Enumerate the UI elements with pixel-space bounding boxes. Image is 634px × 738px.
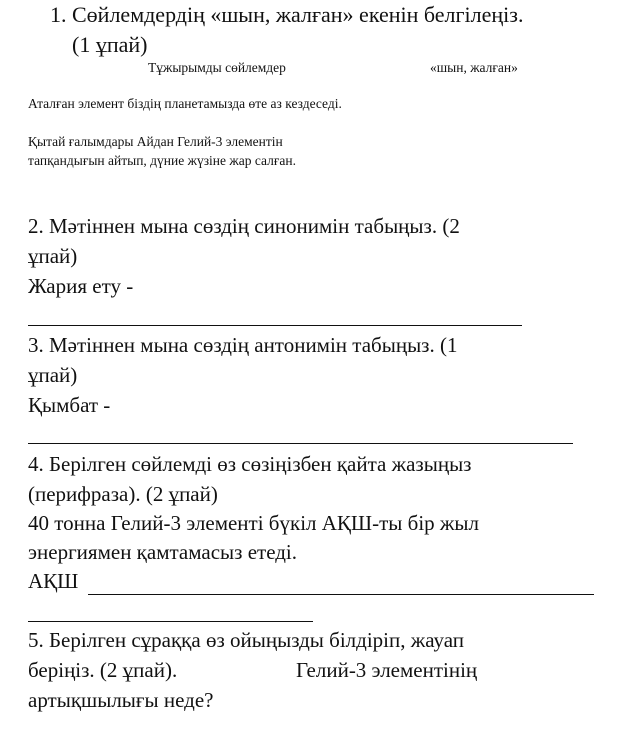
statement-1: Аталған элемент біздің планетамызда өте аз кездеседі.: [28, 96, 342, 111]
task5-line1: 5. Берілген сұраққа өз ойыңызды білдіріп, жауап: [28, 628, 465, 652]
task1-heading-text: Сөйлемдердің «шын, жалған» екенін белгілеңіз.: [72, 2, 524, 27]
task3-answer-line[interactable]: [28, 443, 573, 444]
task3-line1: 3. Мәтіннен мына сөздің антонимін табыңыз. (1: [28, 333, 458, 357]
statement-2-line2: тапқандығын айтып, дүние жүзіне жар салған.: [28, 153, 296, 168]
column-header-statements: Тұжырымды сөйлемдер: [148, 60, 286, 75]
task2-answer-line[interactable]: [28, 325, 522, 326]
statement-2-line1: Қытай ғалымдары Айдан Гелий-3 элементін: [28, 134, 283, 149]
task4-answer-prefix: АҚШ: [28, 569, 79, 593]
task4-sentence-line1: 40 тонна Гелий-3 элементі бүкіл АҚШ-ты бір жыл: [28, 511, 480, 535]
task3-line2: ұпай): [28, 363, 78, 387]
task5-line3: артықшылығы неде?: [28, 688, 214, 712]
task5-line2a: беріңіз. (2 ұпай).: [28, 658, 178, 682]
column-header-true-false: «шын, жалған»: [430, 60, 518, 75]
task5-line2b: Гелий-3 элементінің: [296, 658, 478, 682]
task4-line2: (перифраза). (2 ұпай): [28, 482, 218, 506]
task2-line1: 2. Мәтіннен мына сөздің синонимін табыңыз. (2: [28, 214, 460, 238]
task1-number: 1.: [50, 2, 67, 27]
task2-line2: ұпай): [28, 244, 78, 268]
task3-word: Қымбат -: [28, 393, 111, 417]
task1-heading: [50, 2, 523, 28]
task2-word: Жария ету -: [28, 274, 134, 298]
task1-points: (1 ұпай): [72, 32, 148, 57]
task4-sentence-line2: энергиямен қамтамасыз етеді.: [28, 540, 298, 564]
task4-answer-line-2[interactable]: [28, 621, 313, 622]
task4-answer-line-1[interactable]: [88, 594, 594, 595]
task4-line1: 4. Берілген сөйлемді өз сөзіңізбен қайта жазыңыз: [28, 452, 472, 476]
